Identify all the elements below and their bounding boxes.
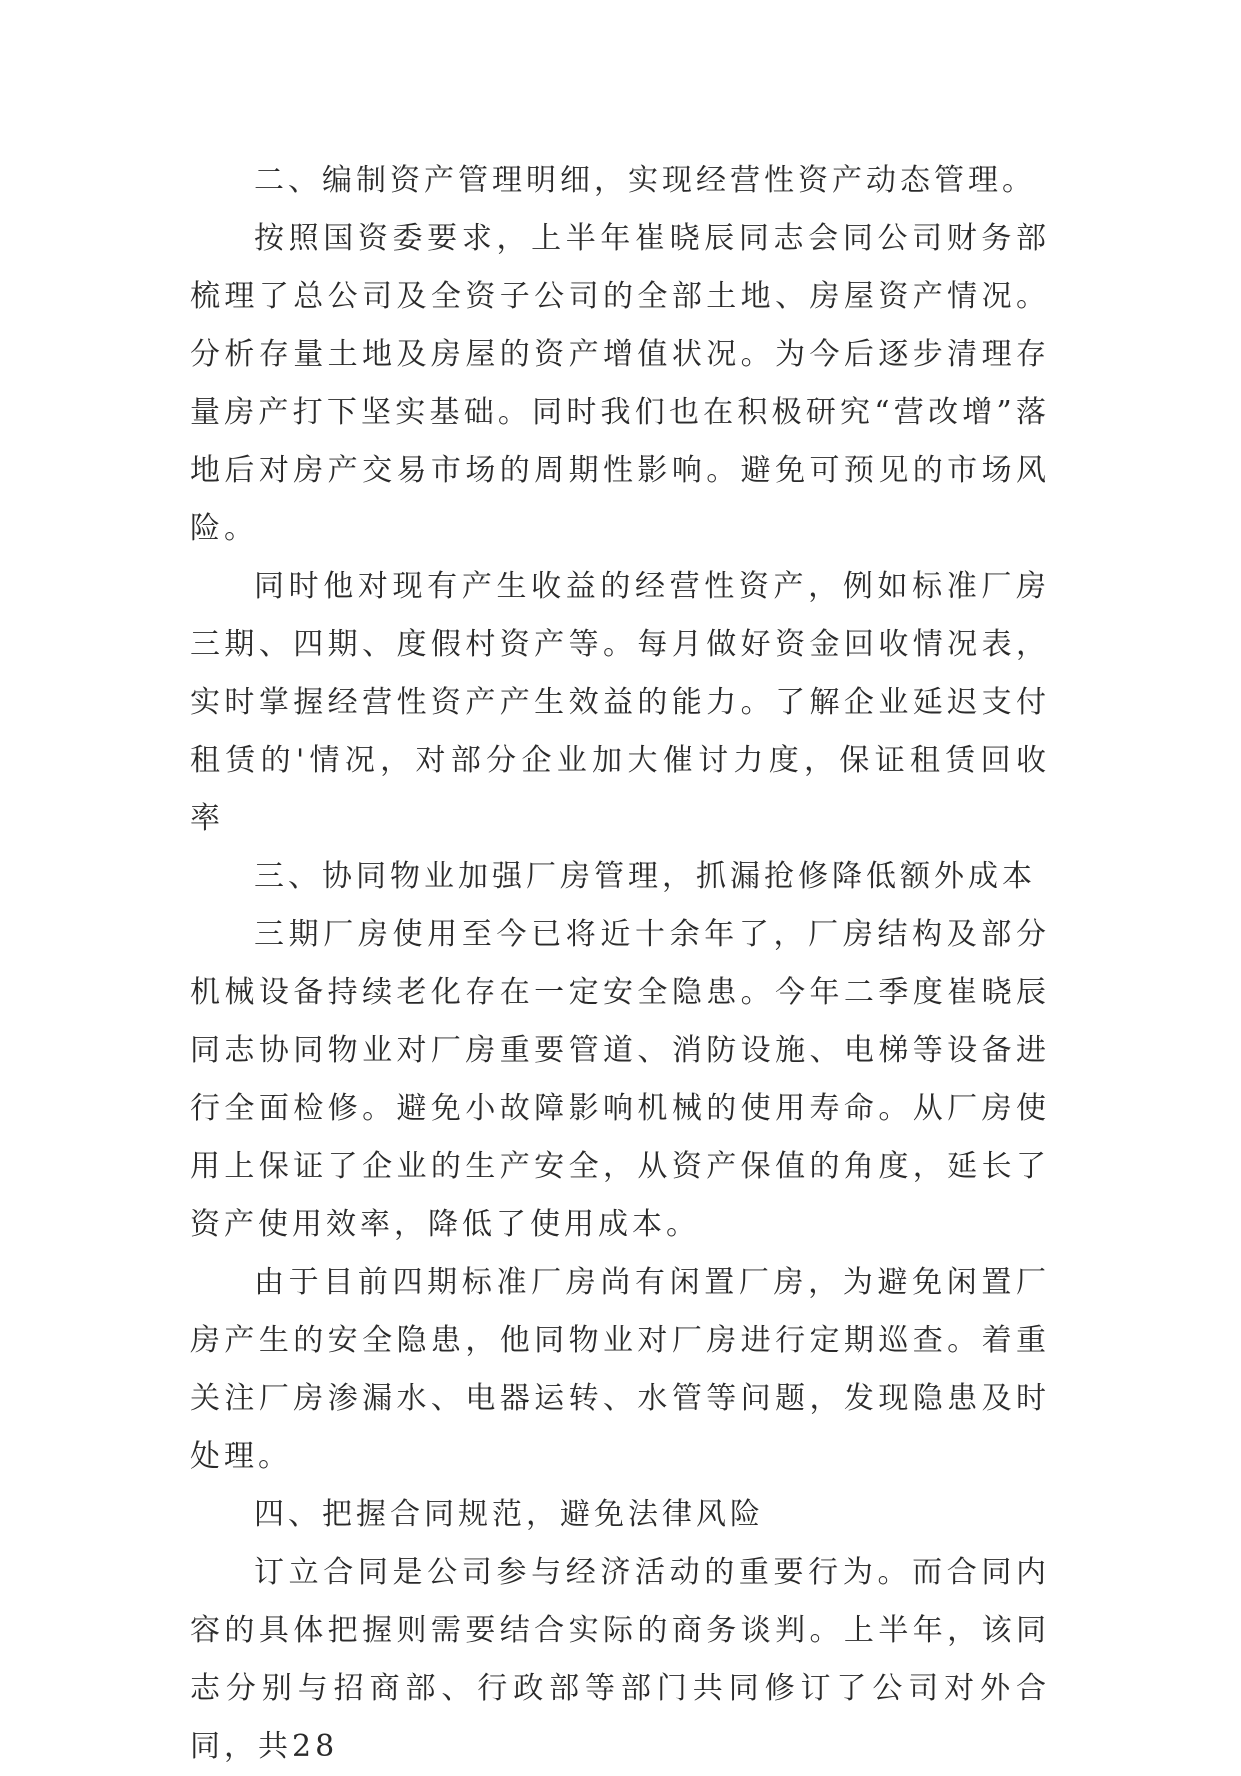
document-body	[190, 152, 1050, 1776]
paragraph-contracts: 订立合同是公司参与经济活动的重要行为。而合同内容的具体把握则需要结合实际的商务谈判。上半年，该同志分别与招商部、行政部等部门共同修订了公司对外合同，共28	[190, 1555, 1050, 1764]
paragraph-plant-maintenance: 三期厂房使用至今已将近十余年了，厂房结构及部分机械设备持续老化存在一定安全隐患。今年二季度崔晓辰同志协同物业对厂房重要管道、消防设施、电梯等设备进行全面检修。避免小故障影响机械的使用寿命。从厂房使用上保证了企业的生产安全，从资产保值的角度，延长了资产使用效率，降低了使用成本。	[190, 917, 1050, 1242]
paragraph-idle-plant-inspection: 由于目前四期标准厂房尚有闲置厂房，为避免闲置厂房产生的安全隐患，他同物业对厂房进行定期巡查。着重关注厂房渗漏水、电器运转、水管等问题，发现隐患及时处理。	[190, 1265, 1050, 1474]
section-heading-4: 四、把握合同规范，避免法律风险	[254, 1497, 764, 1532]
section-heading-2: 二、编制资产管理明细，实现经营性资产动态管理。	[254, 163, 1036, 198]
paragraph-operating-assets: 同时他对现有产生收益的经营性资产，例如标准厂房三期、四期、度假村资产等。每月做好资金回收情况表，实时掌握经营性资产产生效益的能力。了解企业延迟支付租赁的'情况，对部分企业加大催讨力度，保证租赁回收率	[190, 569, 1050, 836]
paragraph-asset-review: 按照国资委要求，上半年崔晓辰同志会同公司财务部梳理了总公司及全资子公司的全部土地、房屋资产情况。分析存量土地及房屋的资产增值状况。为今后逐步清理存量房产打下坚实基础。同时我们也在积极研究“营改增”落地后对房产交易市场的周期性影响。避免可预见的市场风险。	[190, 221, 1050, 546]
section-heading-3: 三、协同物业加强厂房管理，抓漏抢修降低额外成本	[254, 859, 1036, 894]
